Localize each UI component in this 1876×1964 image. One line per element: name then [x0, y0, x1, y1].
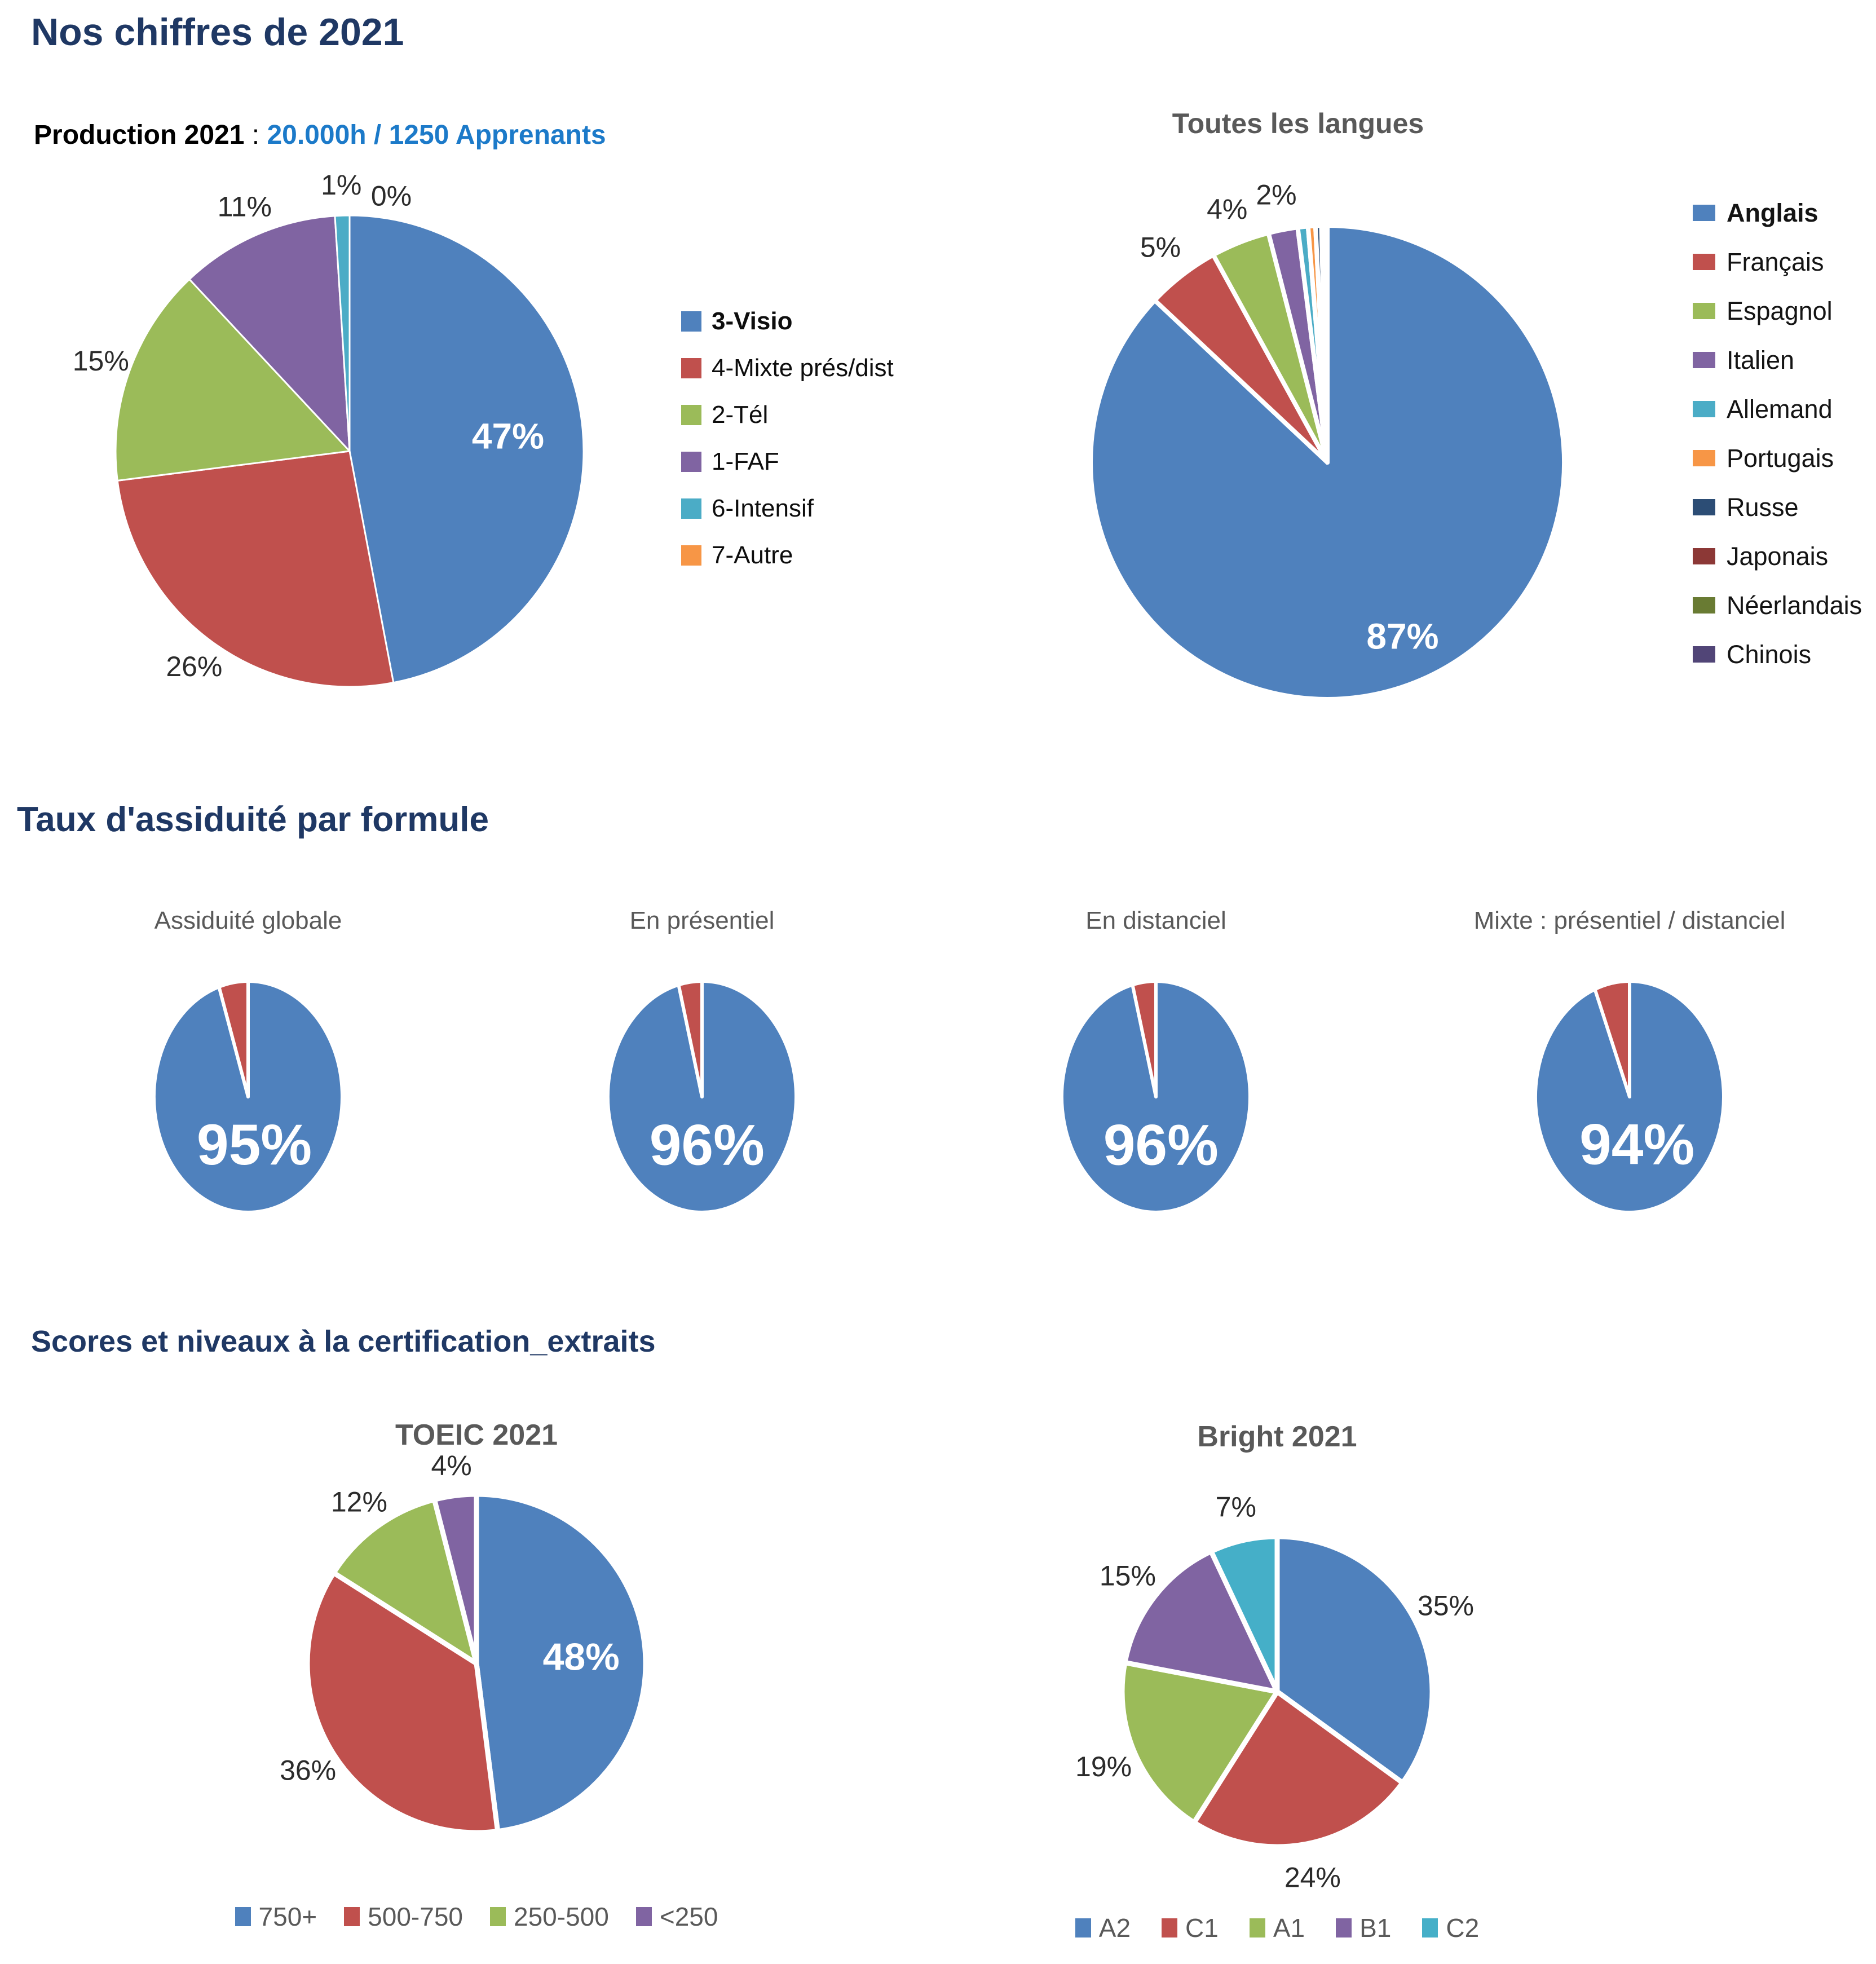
pie-label-production-1: 26% — [166, 651, 223, 683]
legend-item-production-0 — [681, 307, 894, 336]
legend-swatch-bright-3 — [1336, 1918, 1352, 1937]
legend-label-bright-3: B1 — [1359, 1913, 1392, 1943]
chart-title-langues: Toutes les langues — [1172, 108, 1424, 139]
legend-swatch-langues-9 — [1693, 646, 1715, 663]
pie-label-langues-0: 87% — [1366, 616, 1439, 657]
pie-slice-production-1 — [117, 451, 393, 687]
legend-swatch-production-4 — [681, 498, 701, 519]
legend-label-bright-0: A2 — [1098, 1913, 1131, 1943]
pie-langues — [1091, 179, 1564, 699]
legend-label-toeic-1: 500-750 — [368, 1902, 463, 1931]
legend-swatch-langues-6 — [1693, 499, 1715, 515]
chart-title-toeic: TOEIC 2021 — [395, 1419, 558, 1451]
legend-item-production-3 — [681, 448, 894, 476]
pie-label-toeic-0: 48% — [542, 1635, 620, 1679]
legend-label-bright-4: C2 — [1446, 1913, 1480, 1943]
pie-label-production-2: 15% — [72, 345, 129, 377]
pie-assiduite_presentiel — [608, 981, 796, 1212]
legend-label-bright-1: C1 — [1185, 1913, 1219, 1943]
legend-item-bright-1 — [1162, 1913, 1219, 1943]
legend-item-production-2 — [681, 401, 894, 429]
pie-bright — [1075, 1491, 1474, 1894]
legend-item-toeic-3 — [636, 1901, 718, 1932]
legend-swatch-production-0 — [681, 311, 701, 332]
legend-swatch-production-2 — [681, 405, 701, 425]
legend-label-langues-8: Néerlandais — [1727, 591, 1862, 620]
legend-item-langues-4 — [1693, 395, 1862, 423]
pie-assiduite_mixte — [1535, 981, 1724, 1212]
pie-label-assiduite_globale-0: 95% — [196, 1113, 312, 1177]
chart-title-bright: Bright 2021 — [1197, 1420, 1357, 1453]
legend-item-langues-5 — [1693, 444, 1862, 473]
legend-label-production-4: 6-Intensif — [712, 495, 814, 522]
legend-swatch-toeic-1 — [344, 1907, 360, 1926]
legend-item-production-1 — [681, 354, 894, 382]
pie-label-bright-1: 24% — [1284, 1861, 1341, 1894]
legend-langues — [1693, 198, 1862, 689]
pie-label-langues-1: 5% — [1140, 231, 1181, 263]
pie-slice-langues-9 — [1326, 226, 1327, 462]
legend-label-langues-7: Japonais — [1727, 542, 1829, 571]
legend-swatch-bright-4 — [1422, 1918, 1438, 1937]
legend-bright — [1023, 1913, 1531, 1943]
legend-swatch-langues-7 — [1693, 548, 1715, 564]
legend-swatch-langues-0 — [1693, 205, 1715, 221]
legend-item-langues-8 — [1693, 591, 1862, 620]
legend-label-production-3: 1-FAF — [712, 448, 779, 475]
legend-item-bright-0 — [1075, 1913, 1131, 1943]
legend-swatch-langues-8 — [1693, 597, 1715, 614]
legend-item-langues-1 — [1693, 248, 1862, 276]
legend-swatch-toeic-3 — [636, 1907, 652, 1926]
production-separator: : — [244, 120, 267, 150]
legend-item-langues-9 — [1693, 640, 1862, 669]
pie-slice-production-0 — [350, 215, 584, 683]
legend-label-production-2: 2-Tél — [712, 401, 769, 429]
production-value: 20.000h / 1250 Apprenants — [267, 120, 606, 150]
legend-item-toeic-1 — [344, 1901, 463, 1932]
legend-swatch-toeic-0 — [235, 1907, 251, 1926]
pie-label-assiduite_presentiel-0: 96% — [649, 1113, 765, 1177]
legend-swatch-production-3 — [681, 452, 701, 472]
legend-swatch-langues-3 — [1693, 352, 1715, 368]
chart-title-assiduite-mixte: Mixte : présentiel / distanciel — [1473, 907, 1786, 934]
section-heading-scores: Scores et niveaux à la certification_extraits — [31, 1325, 656, 1358]
legend-swatch-production-1 — [681, 358, 701, 378]
legend-label-toeic-3: <250 — [659, 1902, 718, 1931]
legend-label-production-0: 3-Visio — [712, 307, 793, 335]
pie-label-toeic-3: 4% — [431, 1449, 472, 1481]
legend-item-langues-2 — [1693, 297, 1862, 325]
pie-label-langues-3: 2% — [1256, 179, 1297, 211]
legend-swatch-production-5 — [681, 545, 701, 566]
pie-assiduite_globale — [154, 981, 342, 1212]
legend-swatch-bright-2 — [1250, 1918, 1265, 1937]
pie-label-langues-2: 4% — [1207, 193, 1248, 225]
pie-label-production-3: 11% — [217, 191, 272, 223]
pie-label-production-5: 0% — [370, 180, 412, 212]
chart-title-assiduite-presentiel: En présentiel — [629, 907, 775, 934]
legend-label-production-1: 4-Mixte prés/dist — [712, 354, 894, 382]
legend-label-langues-5: Portugais — [1727, 444, 1834, 473]
legend-toeic — [195, 1901, 758, 1932]
legend-label-langues-1: Français — [1727, 248, 1824, 276]
legend-item-toeic-0 — [235, 1901, 317, 1932]
legend-item-toeic-2 — [490, 1901, 609, 1932]
pie-assiduite_distanciel — [1062, 981, 1250, 1212]
chart-title-assiduite-globale: Assiduité globale — [154, 907, 342, 934]
legend-swatch-langues-2 — [1693, 303, 1715, 319]
legend-label-langues-6: Russe — [1727, 493, 1799, 522]
legend-item-langues-6 — [1693, 493, 1862, 522]
production-line — [34, 120, 606, 151]
legend-label-langues-2: Espagnol — [1727, 297, 1833, 325]
legend-item-bright-4 — [1422, 1913, 1479, 1943]
pie-label-production-4: 1% — [321, 169, 362, 201]
legend-swatch-langues-1 — [1693, 254, 1715, 270]
section-heading-assiduite: Taux d'assiduité par formule — [17, 800, 489, 839]
pie-label-bright-3: 15% — [1099, 1560, 1156, 1592]
legend-item-production-5 — [681, 541, 894, 570]
pie-toeic — [280, 1450, 646, 1833]
legend-item-langues-0 — [1693, 198, 1862, 227]
legend-swatch-bright-1 — [1162, 1918, 1177, 1937]
legend-label-langues-9: Chinois — [1727, 640, 1812, 669]
legend-swatch-langues-4 — [1693, 401, 1715, 417]
legend-production — [681, 307, 894, 588]
legend-label-langues-4: Allemand — [1727, 395, 1833, 423]
chart-title-assiduite-distanciel: En distanciel — [1085, 907, 1226, 934]
legend-item-langues-3 — [1693, 346, 1862, 374]
pie-label-toeic-2: 12% — [330, 1486, 387, 1518]
pie-label-assiduite_mixte-0: 94% — [1579, 1112, 1695, 1177]
legend-swatch-toeic-2 — [490, 1907, 506, 1926]
page-title: Nos chiffres de 2021 — [31, 11, 404, 54]
pie-label-assiduite_distanciel-0: 96% — [1103, 1113, 1219, 1177]
legend-label-bright-2: A1 — [1273, 1913, 1305, 1943]
pie-label-bright-2: 19% — [1075, 1751, 1132, 1783]
production-label: Production 2021 — [34, 120, 245, 150]
pie-production — [73, 169, 584, 687]
legend-label-langues-3: Italien — [1727, 346, 1795, 374]
legend-item-bright-3 — [1336, 1913, 1391, 1943]
legend-item-bright-2 — [1250, 1913, 1305, 1943]
legend-item-production-4 — [681, 495, 894, 523]
legend-label-langues-0: Anglais — [1727, 198, 1818, 227]
pie-label-bright-0: 35% — [1417, 1590, 1474, 1622]
pie-label-production-0: 47% — [471, 416, 544, 457]
legend-swatch-bright-0 — [1075, 1918, 1091, 1937]
pie-label-toeic-1: 36% — [280, 1754, 337, 1786]
legend-label-toeic-2: 250-500 — [514, 1902, 609, 1931]
legend-label-production-5: 7-Autre — [712, 541, 793, 569]
legend-label-toeic-0: 750+ — [258, 1902, 317, 1931]
legend-swatch-langues-5 — [1693, 450, 1715, 466]
legend-item-langues-7 — [1693, 542, 1862, 571]
pie-label-bright-4: 7% — [1215, 1491, 1256, 1523]
